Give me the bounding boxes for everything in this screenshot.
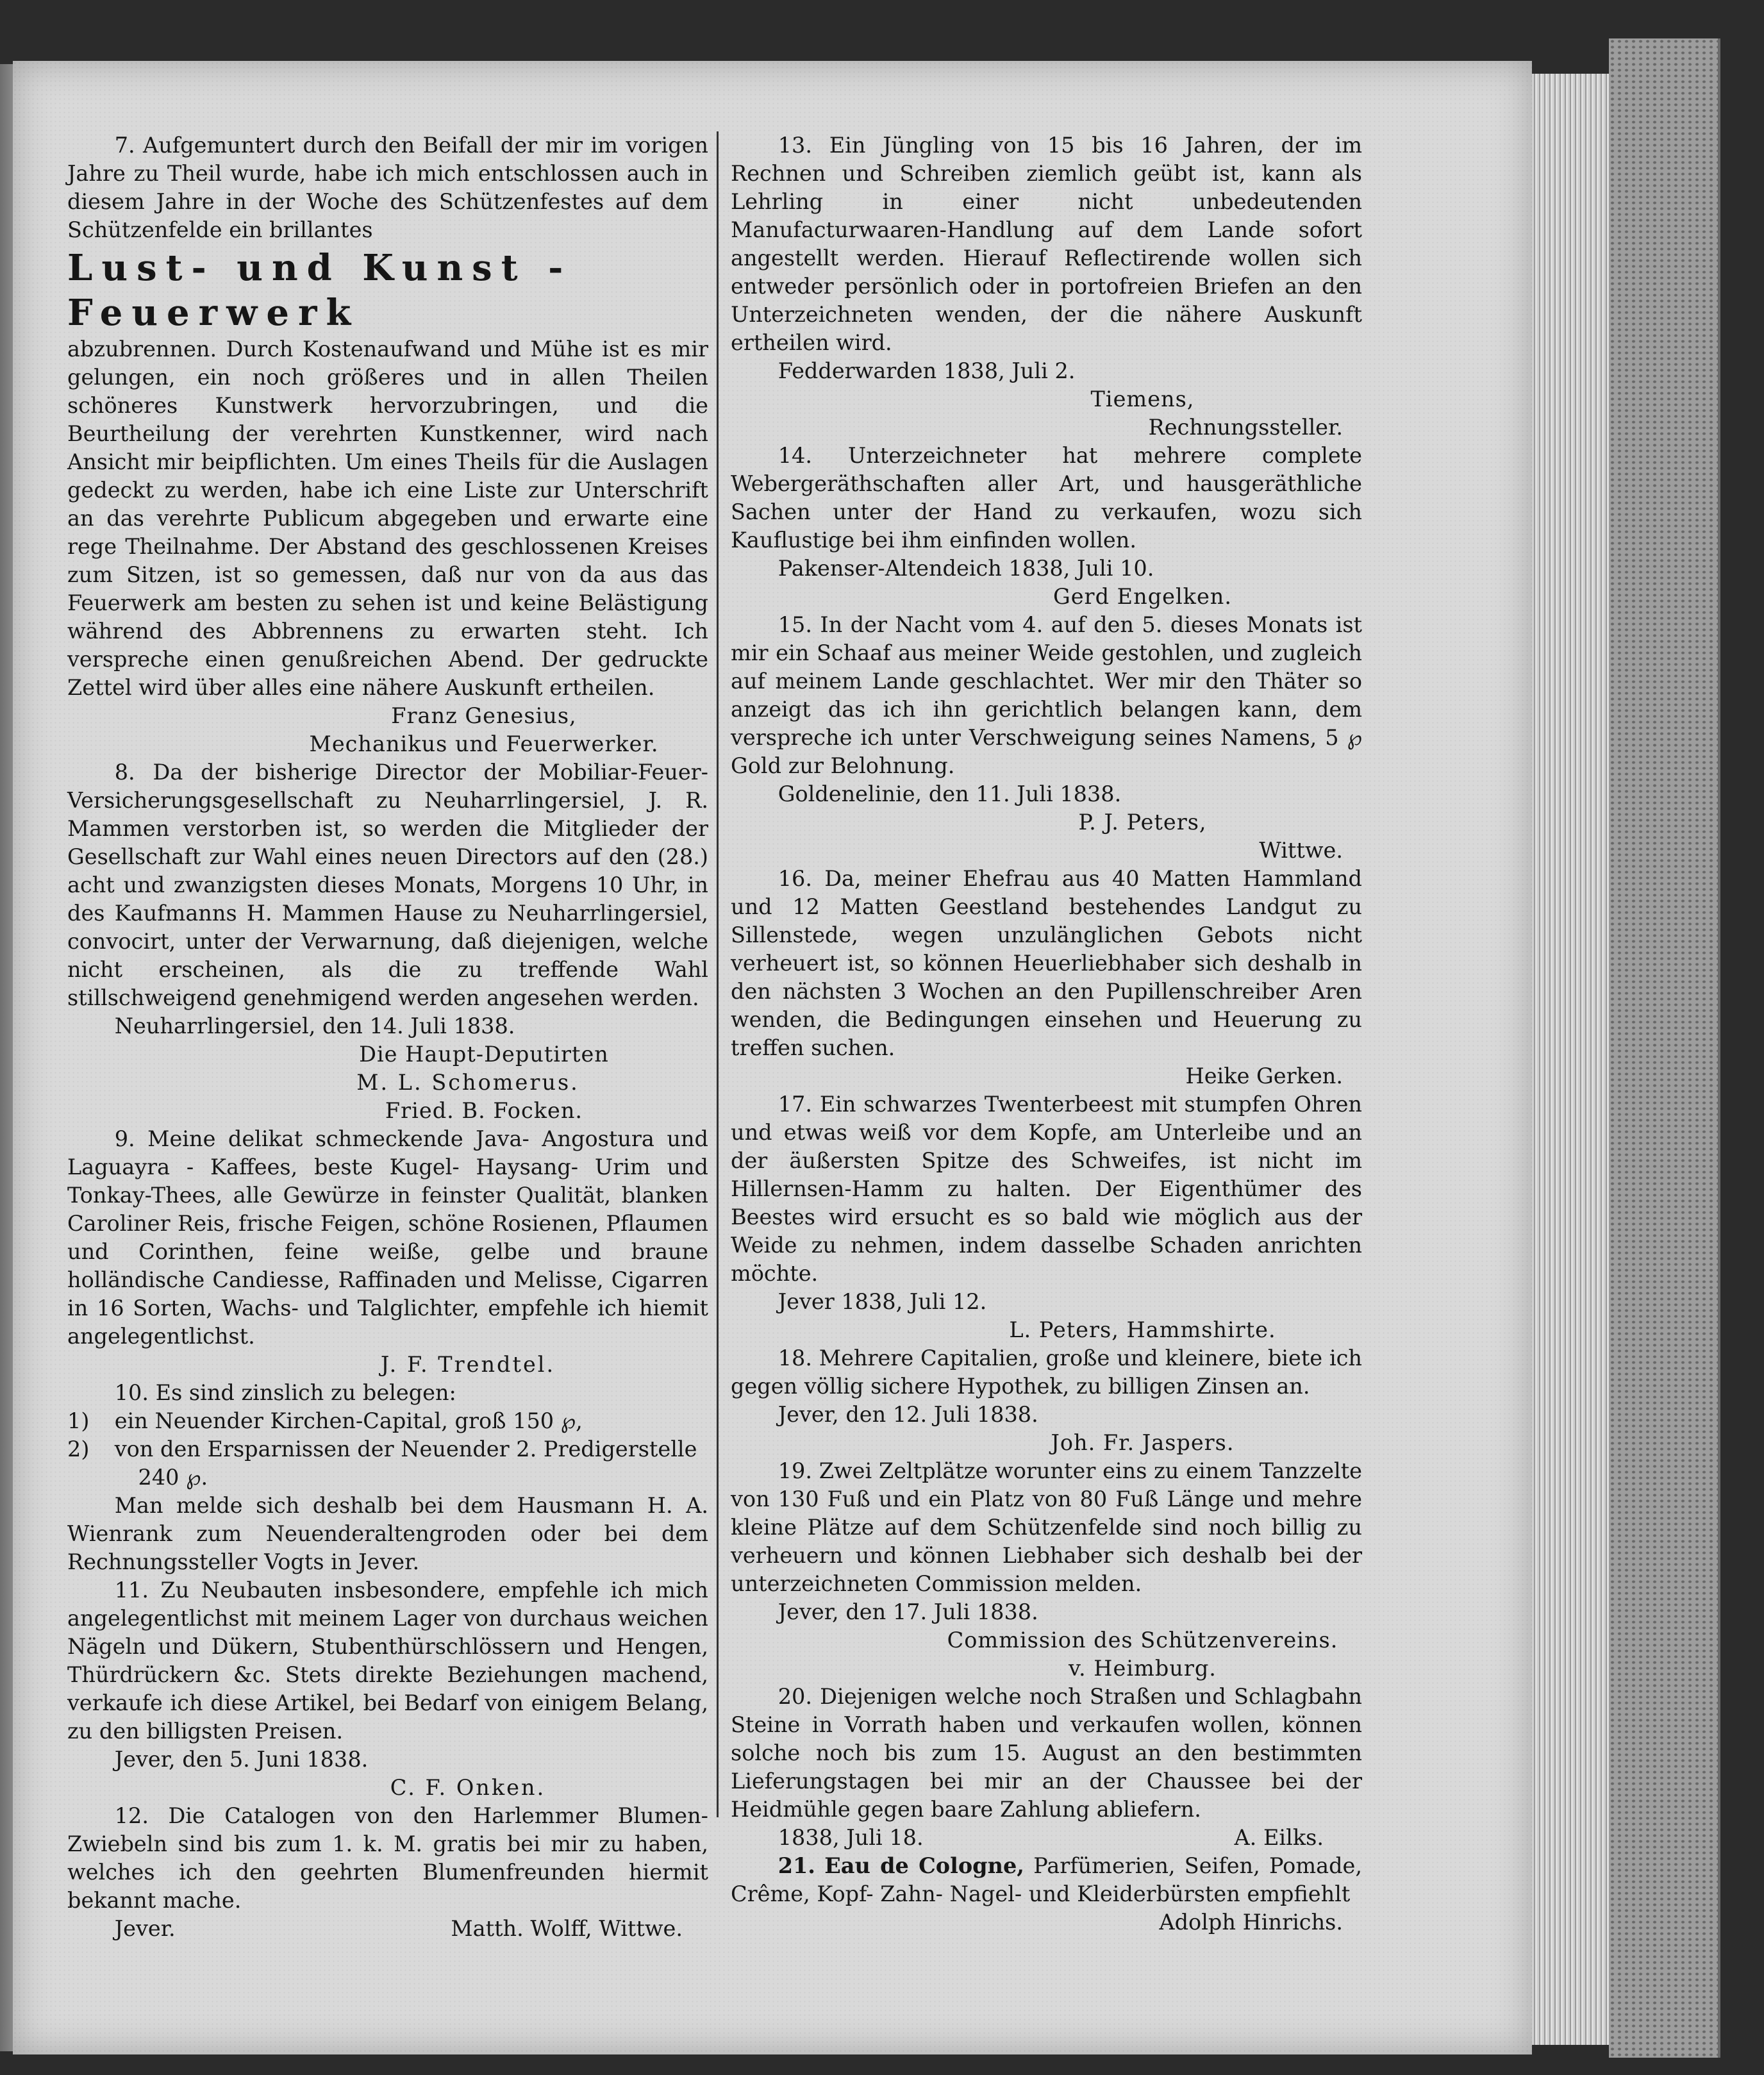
notice-11-signature: C. F. Onken. <box>390 1775 546 1800</box>
notice-18 <box>731 1344 1362 1457</box>
notice-21-number: 21. <box>778 1853 815 1878</box>
notice-10-intro: 10. Es sind zinslich zu belegen: <box>114 1380 456 1405</box>
notice-19-body: 19. Zwei Zeltplätze worunter eins zu einem Tanzzelte von 130 Fuß und ein Platz von 80 Fuß Länge und mehre kleine Plätze auf dem Schützenfelde sind noch billig zu verheuern und können Liebhaber sich deshalb bei der unterzeichneten Commission melden. <box>731 1458 1362 1596</box>
notice-7 <box>67 131 708 758</box>
notice-7-signature: Franz Genesius, <box>391 703 577 728</box>
notice-11-body: 11. Zu Neubauten insbesondere, empfehle ich mich angelegentlichst mit meinem Lager von durchaus weichen Nägeln und Dükern, Stubenthürschlössern und Hengen, Thürdrückern &c. Stets direkte Beziehungen machend, verkaufe ich diese Artikel, bei Bedarf von einigem Belang, zu den billigsten Preisen. <box>67 1578 708 1744</box>
notice-10-item-2-amount: 240 ℘. <box>138 1465 208 1490</box>
notice-14-signature: Gerd Engelken. <box>1053 584 1233 609</box>
notice-10 <box>67 1379 708 1576</box>
notice-21-text: Parfümerien, Seifen, Pomade, Crême, Kopf- Zahn- Nagel- und Kleiderbürsten empfiehlt <box>731 1853 1362 1906</box>
notice-16 <box>731 865 1362 1090</box>
notice-20-body: 20. Diejenigen welche noch Straßen und Schlagbahn Steine in Vorrath haben und verkaufen wollen, können solche noch bis zum 15. August an den bestimmten Lieferungstagen bei mir an der Chaussee bei der Heidmühle gegen baare Zahlung abliefern. <box>731 1684 1362 1822</box>
notice-7-body: abzubrennen. Durch Kostenaufwand und Mühe ist es mir gelungen, ein noch größeres und in allen Theilen schöneres Kunstwerk hervorzubringen, und die Beurtheilung der verehrten Kunstkenner, wird nach Ansicht mir beipflichten. Um eines Theils für die Auslagen gedeckt zu werden, habe ich eine Liste zur Unterschrift an das verehrte Publicum abgegeben und erwarte eine rege Theilnahme. Der Abstand des geschlossenen Kreises zum Sitzen, ist so gemessen, daß nur von da aus das Feuerwerk am besten zu sehen ist und keine Belästigung während des Abbrennens zu erwarten steht. Ich verspreche einen genußreichen Abend. Der gedruckte Zettel wird über alles eine nähere Auskunft ertheilen. <box>67 337 708 700</box>
notice-18-place-date: Jever, den 12. Juli 1838. <box>778 1402 1038 1427</box>
notice-10-item-1 <box>67 1407 708 1435</box>
notice-17 <box>731 1090 1362 1344</box>
notice-14-place-date: Pakenser-Altendeich 1838, Juli 10. <box>778 556 1154 581</box>
notice-16-signature: Heike Gerken. <box>1185 1063 1343 1088</box>
notice-8-place-date: Neuharrlingersiel, den 14. Juli 1838. <box>114 1013 515 1038</box>
notice-18-signature: Joh. Fr. Jaspers. <box>1051 1430 1235 1455</box>
notice-12-footer <box>67 1915 708 1943</box>
notice-11 <box>67 1576 708 1802</box>
notice-9 <box>67 1125 708 1379</box>
notice-8-body: 8. Da der bisherige Director der Mobiliar-Feuer-Versicherungsgesellschaft zu Neuharrlingersiel, J. R. Mammen verstorben ist, so werden die Mitglieder der Gesellschaft zur Wahl eines neuen Directors auf den (28.) acht und zwanzigsten dieses Monats, Morgens 10 Uhr, in des Kaufmanns H. Mammen Hause zu Neuharrlingersiel, convocirt, unter der Verwarnung, daß diejenigen, welche nicht erscheinen, als die zu treffende Wahl stillschweigend genehmigend werden angesehen werden. <box>67 760 708 1010</box>
notice-17-place-date: Jever 1838, Juli 12. <box>778 1289 987 1314</box>
notice-7-intro: 7. Aufgemuntert durch den Beifall der mir im vorigen Jahre zu Theil wurde, habe ich mich entschlossen auch in diesem Jahre in der Woche des Schützenfestes auf dem Schützenfelde ein brillantes <box>67 133 708 242</box>
notice-12-body: 12. Die Catalogen von den Harlemmer Blumen-Zwiebeln sind bis zum 1. k. M. gratis bei mir zu haben, welches ich den geehrten Blumenfreunden hiermit bekannt mache. <box>67 1803 708 1913</box>
notice-8-signature-2: Fried. B. Focken. <box>385 1098 583 1123</box>
notice-12-place: Jever. <box>114 1916 176 1941</box>
notice-15-place-date: Goldenelinie, den 11. Juli 1838. <box>778 781 1122 806</box>
notice-14 <box>731 442 1362 611</box>
notice-13-body: 13. Ein Jüngling von 15 bis 16 Jahren, der im Rechnen und Schreiben ziemlich geübt ist, kann als Lehrling in einer nicht unbedeutenden Manufacturwaaren-Handlung auf dem Lande sofort angestellt werden. Hierauf Reflectirende wollen sich entweder persönlich oder in portofreien Briefen an den Unterzeichneten wenden, der die nähere Auskunft ertheilen wird. <box>731 133 1362 355</box>
page-stack-edge <box>1532 74 1609 2045</box>
notice-19-signature: Commission des Schützenvereins. <box>947 1628 1338 1653</box>
fireworks-headline: Lust- und Kunst - Feuerwerk <box>67 247 572 334</box>
notice-9-signature: J. F. Trendtel. <box>380 1352 556 1377</box>
notice-12-signature: Matth. Wolff, Wittwe. <box>451 1916 683 1941</box>
notice-16-body: 16. Da, meiner Ehefrau aus 40 Matten Hammland und 12 Matten Geestland bestehendes Landgut zu Sillenstede, wegen unzulänglichen Gebots nicht verheuert ist, so können Heuerliebhaber sich deshalb in den nächsten 3 Wochen an den Pupillenschreiber Aren wenden, die Bedingungen einsehen und Heuerung zu treffen suchen. <box>731 866 1362 1060</box>
notice-15-body: 15. In der Nacht vom 4. auf den 5. dieses Monats ist mir ein Schaaf aus meiner Weide gestohlen, und zugleich auf meinem Lande geschlachtet. Wer mir den Thäter so anzeigt das ich ihn gerichtlich belangen kann, dem verspreche ich unter Verschweigung seines Namens, 5 ℘ Gold zur Belohnung. <box>731 612 1362 778</box>
notice-18-body: 18. Mehrere Capitalien, große und kleinere, biete ich gegen völlig sichere Hypothek, zu billigen Zinsen an. <box>731 1346 1362 1399</box>
right-column <box>731 131 1362 1937</box>
notice-15 <box>731 611 1362 865</box>
notice-17-body: 17. Ein schwarzes Twenterbeest mit stumpfen Ohren und etwas weiß vor dem Kopfe, am Unterleibe und an der äußersten Spitze des Schweifes, ist nicht im Hillernsen-Hamm zu halten. Der Eigenthümer des Beestes wird ersucht es so bald wie möglich aus der Weide zu nehmen, indem dasselbe Schaden anrichten möchte. <box>731 1092 1362 1286</box>
notice-17-signature: L. Peters, Hammshirte. <box>1009 1317 1276 1342</box>
notice-19 <box>731 1457 1362 1683</box>
notice-13-signature: Tiemens, <box>1090 387 1195 412</box>
notice-13 <box>731 131 1362 442</box>
notice-14-body: 14. Unterzeichneter hat mehrere complete Webergeräthschaften aller Art, und hausgeräthliche Sachen unter der Hand zu verkaufen, wozu sich Kauflustige bei ihm einfinden wollen. <box>731 443 1362 553</box>
notice-9-body: 9. Meine delikat schmeckende Java- Angostura und Laguayra - Kaffees, beste Kugel- Haysang- Urim und Tonkay-Thees, alle Gewürze in feinster Qualität, blanken Caroliner Reis, frische Feigen, schöne Rosienen, Pflaumen und Corinthen, feine weiße, gelbe und braune holländische Candiesse, Raffinaden und Melisse, Cigarren in 16 Sorten, Wachs- und Talglichter, empfehle ich hiemit angelegentlichst. <box>67 1126 708 1349</box>
notice-10-item-2-label: 2) <box>67 1437 90 1462</box>
notice-12 <box>67 1802 708 1943</box>
notice-8 <box>67 758 708 1125</box>
notice-21-product: Eau de Cologne, <box>824 1853 1024 1878</box>
notice-20-footer <box>731 1824 1362 1852</box>
notice-21 <box>731 1852 1362 1937</box>
notice-7-signature-title: Mechanikus und Feuerwerker. <box>309 731 659 756</box>
notice-15-signature: P. J. Peters, <box>1078 810 1207 835</box>
notice-10-body: Man melde sich deshalb bei dem Hausmann H. A. Wienrank zum Neuenderaltengroden oder bei dem Rechnungssteller Vogts in Jever. <box>67 1493 708 1574</box>
notice-10-item-1-text: ein Neuender Kirchen-Capital, groß 150 ℘, <box>114 1408 583 1433</box>
notice-10-item-2-text: von den Ersparnissen der Neuender 2. Predigerstelle <box>114 1437 697 1462</box>
notice-10-item-2 <box>67 1435 708 1463</box>
notice-19-place-date: Jever, den 17. Juli 1838. <box>778 1599 1038 1624</box>
notice-20-place-date: 1838, Juli 18. <box>778 1825 924 1850</box>
notice-13-signature-title: Rechnungssteller. <box>1148 415 1343 440</box>
notice-8-signature-1: M. L. Schomerus. <box>356 1070 579 1095</box>
book-cover-edge <box>1609 38 1720 2058</box>
column-divider <box>717 131 719 1817</box>
notice-20 <box>731 1683 1362 1852</box>
left-column <box>67 131 708 1943</box>
notice-19-signature-name: v. Heimburg. <box>1069 1656 1217 1681</box>
notice-13-place-date: Fedderwarden 1838, Juli 2. <box>778 358 1076 383</box>
notice-10-item-1-label: 1) <box>67 1408 90 1433</box>
notice-11-place-date: Jever, den 5. Juni 1838. <box>114 1747 369 1772</box>
notice-15-signature-title: Wittwe. <box>1259 838 1343 863</box>
notice-20-signature: A. Eilks. <box>1234 1825 1324 1850</box>
notice-8-signature-heading: Die Haupt-Deputirten <box>359 1042 609 1067</box>
notice-21-signature: Adolph Hinrichs. <box>1159 1910 1343 1935</box>
notice-21-body <box>731 1852 1362 1908</box>
